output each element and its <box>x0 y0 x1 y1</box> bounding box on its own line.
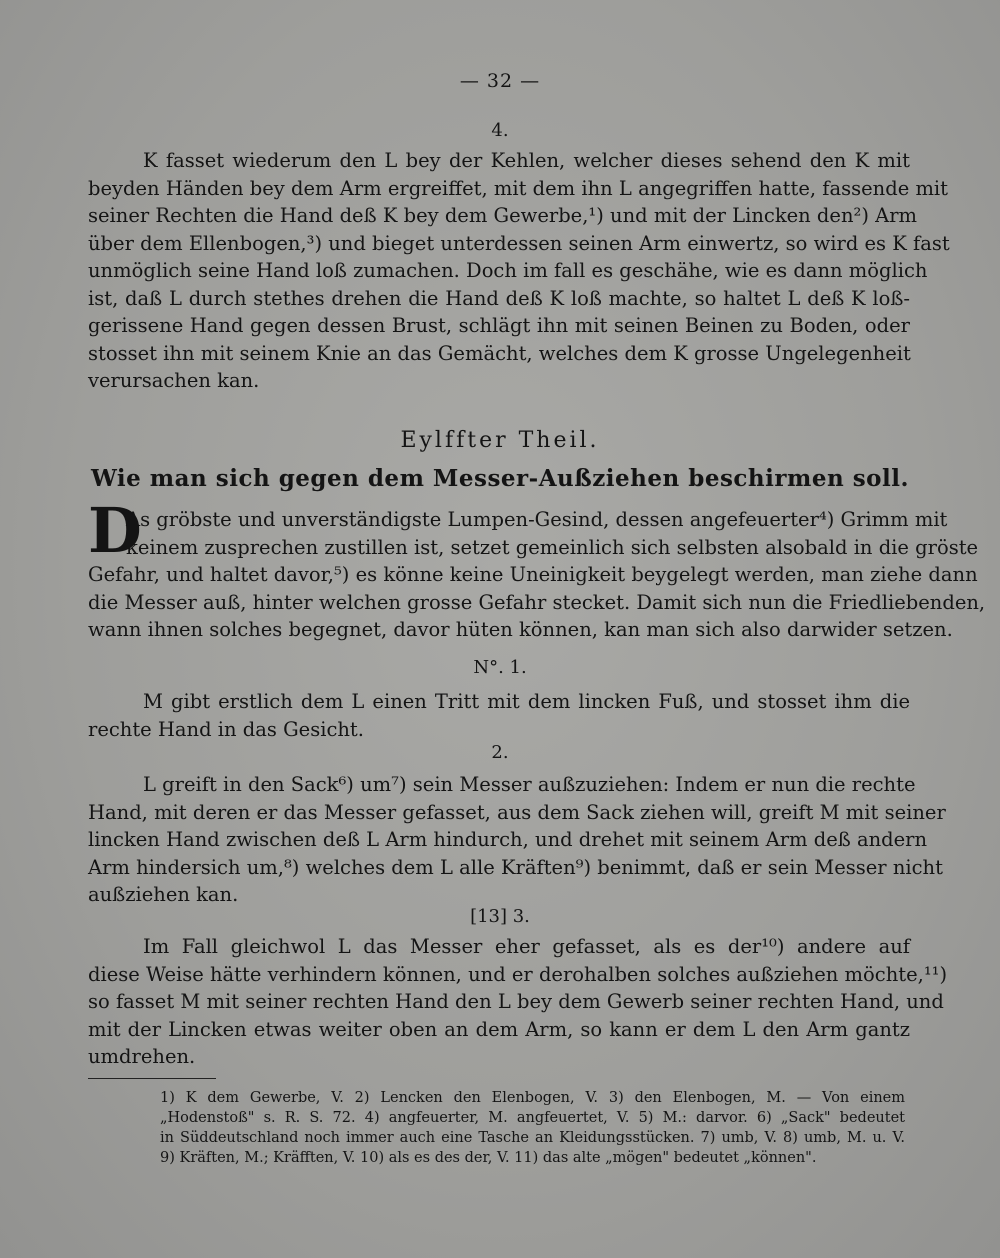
footnote-line: „Hodenstoß" s. R. S. 72. 4) angfeuerter, M. angfeuertet, V. 5) M.: darvor. 6) „Sack" bedeutet <box>160 1110 905 1126</box>
no-3-number: [13] 3. <box>470 906 530 927</box>
footnote-line: in Süddeutschland noch immer auch eine Tasche an Kleidungsstücken. 7) umb, V. 8) umb, M. u. V. <box>160 1130 905 1146</box>
footnote-divider <box>88 1078 216 1079</box>
text-line: keinem zusprechen zustillen ist, setzet gemeinlich sich selbsten alsobald in die gröste <box>126 535 979 559</box>
footnotes <box>160 1088 905 1168</box>
text-line: As gröbste und unverständigste Lumpen-Gesind, dessen angefeuerter⁴) Grimm mit <box>126 508 948 531</box>
text-line: Im Fall gleichwol L das Messer eher gefasset, als es der¹⁰) andere auf <box>143 935 910 958</box>
text-line: seiner Rechten die Hand deß K bey dem Gewerbe,¹) und mit der Lincken den²) Arm <box>88 204 918 227</box>
text-line: mit der Lincken etwas weiter oben an dem Arm, so kann er dem L den Arm gantz <box>88 1017 910 1041</box>
no-2-number: 2. <box>491 742 509 763</box>
text-line: rechte Hand in das Gesicht. <box>88 717 364 741</box>
text-line: M gibt erstlich dem L einen Tritt mit dem lincken Fuß, und stosset ihm die <box>143 690 910 713</box>
footnote-line: 1) K dem Gewerbe, V. 2) Lencken den Elenbogen, V. 3) den Elenbogen, M. — Von einem <box>160 1090 905 1106</box>
text-line: umdrehen. <box>88 1045 196 1068</box>
footnote-line: 9) Kräften, M.; Kräfften, V. 10) als es des der, V. 11) das alte „mögen" bedeutet „können". <box>160 1150 817 1166</box>
intro-paragraph <box>88 506 986 644</box>
section-4-paragraph <box>88 147 950 395</box>
part-subtitle: Wie man sich gegen dem Messer-Außziehen beschirmen soll. <box>91 465 909 492</box>
text-line: Gefahr, und haltet davor,⁵) es könne keine Uneinigkeit beygelegt werden, man ziehe dann <box>88 563 978 586</box>
no-2-paragraph <box>88 771 946 909</box>
text-line: außziehen kan. <box>88 883 239 906</box>
text-line: die Messer auß, hinter welchen grosse Gefahr stecket. Damit sich nun die Friedliebenden, <box>88 590 986 614</box>
text-line: ist, daß L durch stethes drehen die Hand deß K loß machte, so haltet L deß K loß- <box>88 286 910 310</box>
no-1-paragraph <box>88 688 910 743</box>
text-line: Hand, mit deren er das Messer gefasset, aus dem Sack ziehen will, greift M mit seiner <box>88 800 946 824</box>
text-line: verursachen kan. <box>88 369 260 392</box>
text-line: diese Weise hätte verhindern können, und er derohalben solches außziehen möchte,¹¹) <box>88 962 948 986</box>
text-line: K fasset wiederum den L bey der Kehlen, welcher dieses sehend den K mit <box>143 149 910 172</box>
text-line: gerissene Hand gegen dessen Brust, schlägt ihn mit seinen Beinen zu Boden, oder <box>88 314 910 337</box>
text-line: Arm hindersich um,⁸) welches dem L alle Kräften⁹) benimmt, daß er sein Messer nicht <box>88 855 943 879</box>
text-line: lincken Hand zwischen deß L Arm hindurch, und drehet mit seinem Arm deß andern <box>88 828 928 851</box>
text-line: so fasset M mit seiner rechten Hand den L bey dem Gewerb seiner rechten Hand, und <box>88 990 944 1013</box>
text-line: stosset ihn mit seinem Knie an das Gemächt, welches dem K grosse Ungelegenheit <box>88 341 911 365</box>
drop-cap: D <box>88 494 142 567</box>
text-line: beyden Händen bey dem Arm ergreiffet, mit dem ihn L angegriffen hatte, fassende mit <box>88 176 949 200</box>
section-4-number: 4. <box>491 120 509 141</box>
part-title: Eylffter Theil. <box>400 428 600 453</box>
text-line: wann ihnen solches begegnet, davor hüten können, kan man sich also darwider setzen. <box>88 618 953 641</box>
no-1-number: N°. 1. <box>473 657 527 678</box>
text-line: unmöglich seine Hand loß zumachen. Doch im fall es geschähe, wie es dann möglich <box>88 259 928 282</box>
no-3-paragraph <box>88 933 948 1071</box>
text-line: über dem Ellenbogen,³) und bieget unterdessen seinen Arm einwertz, so wird es K fast <box>88 231 950 255</box>
text-line: L greift in den Sack⁶) um⁷) sein Messer außzuziehen: Indem er nun die rechte <box>143 773 916 796</box>
page-number: — 32 — <box>459 70 541 92</box>
